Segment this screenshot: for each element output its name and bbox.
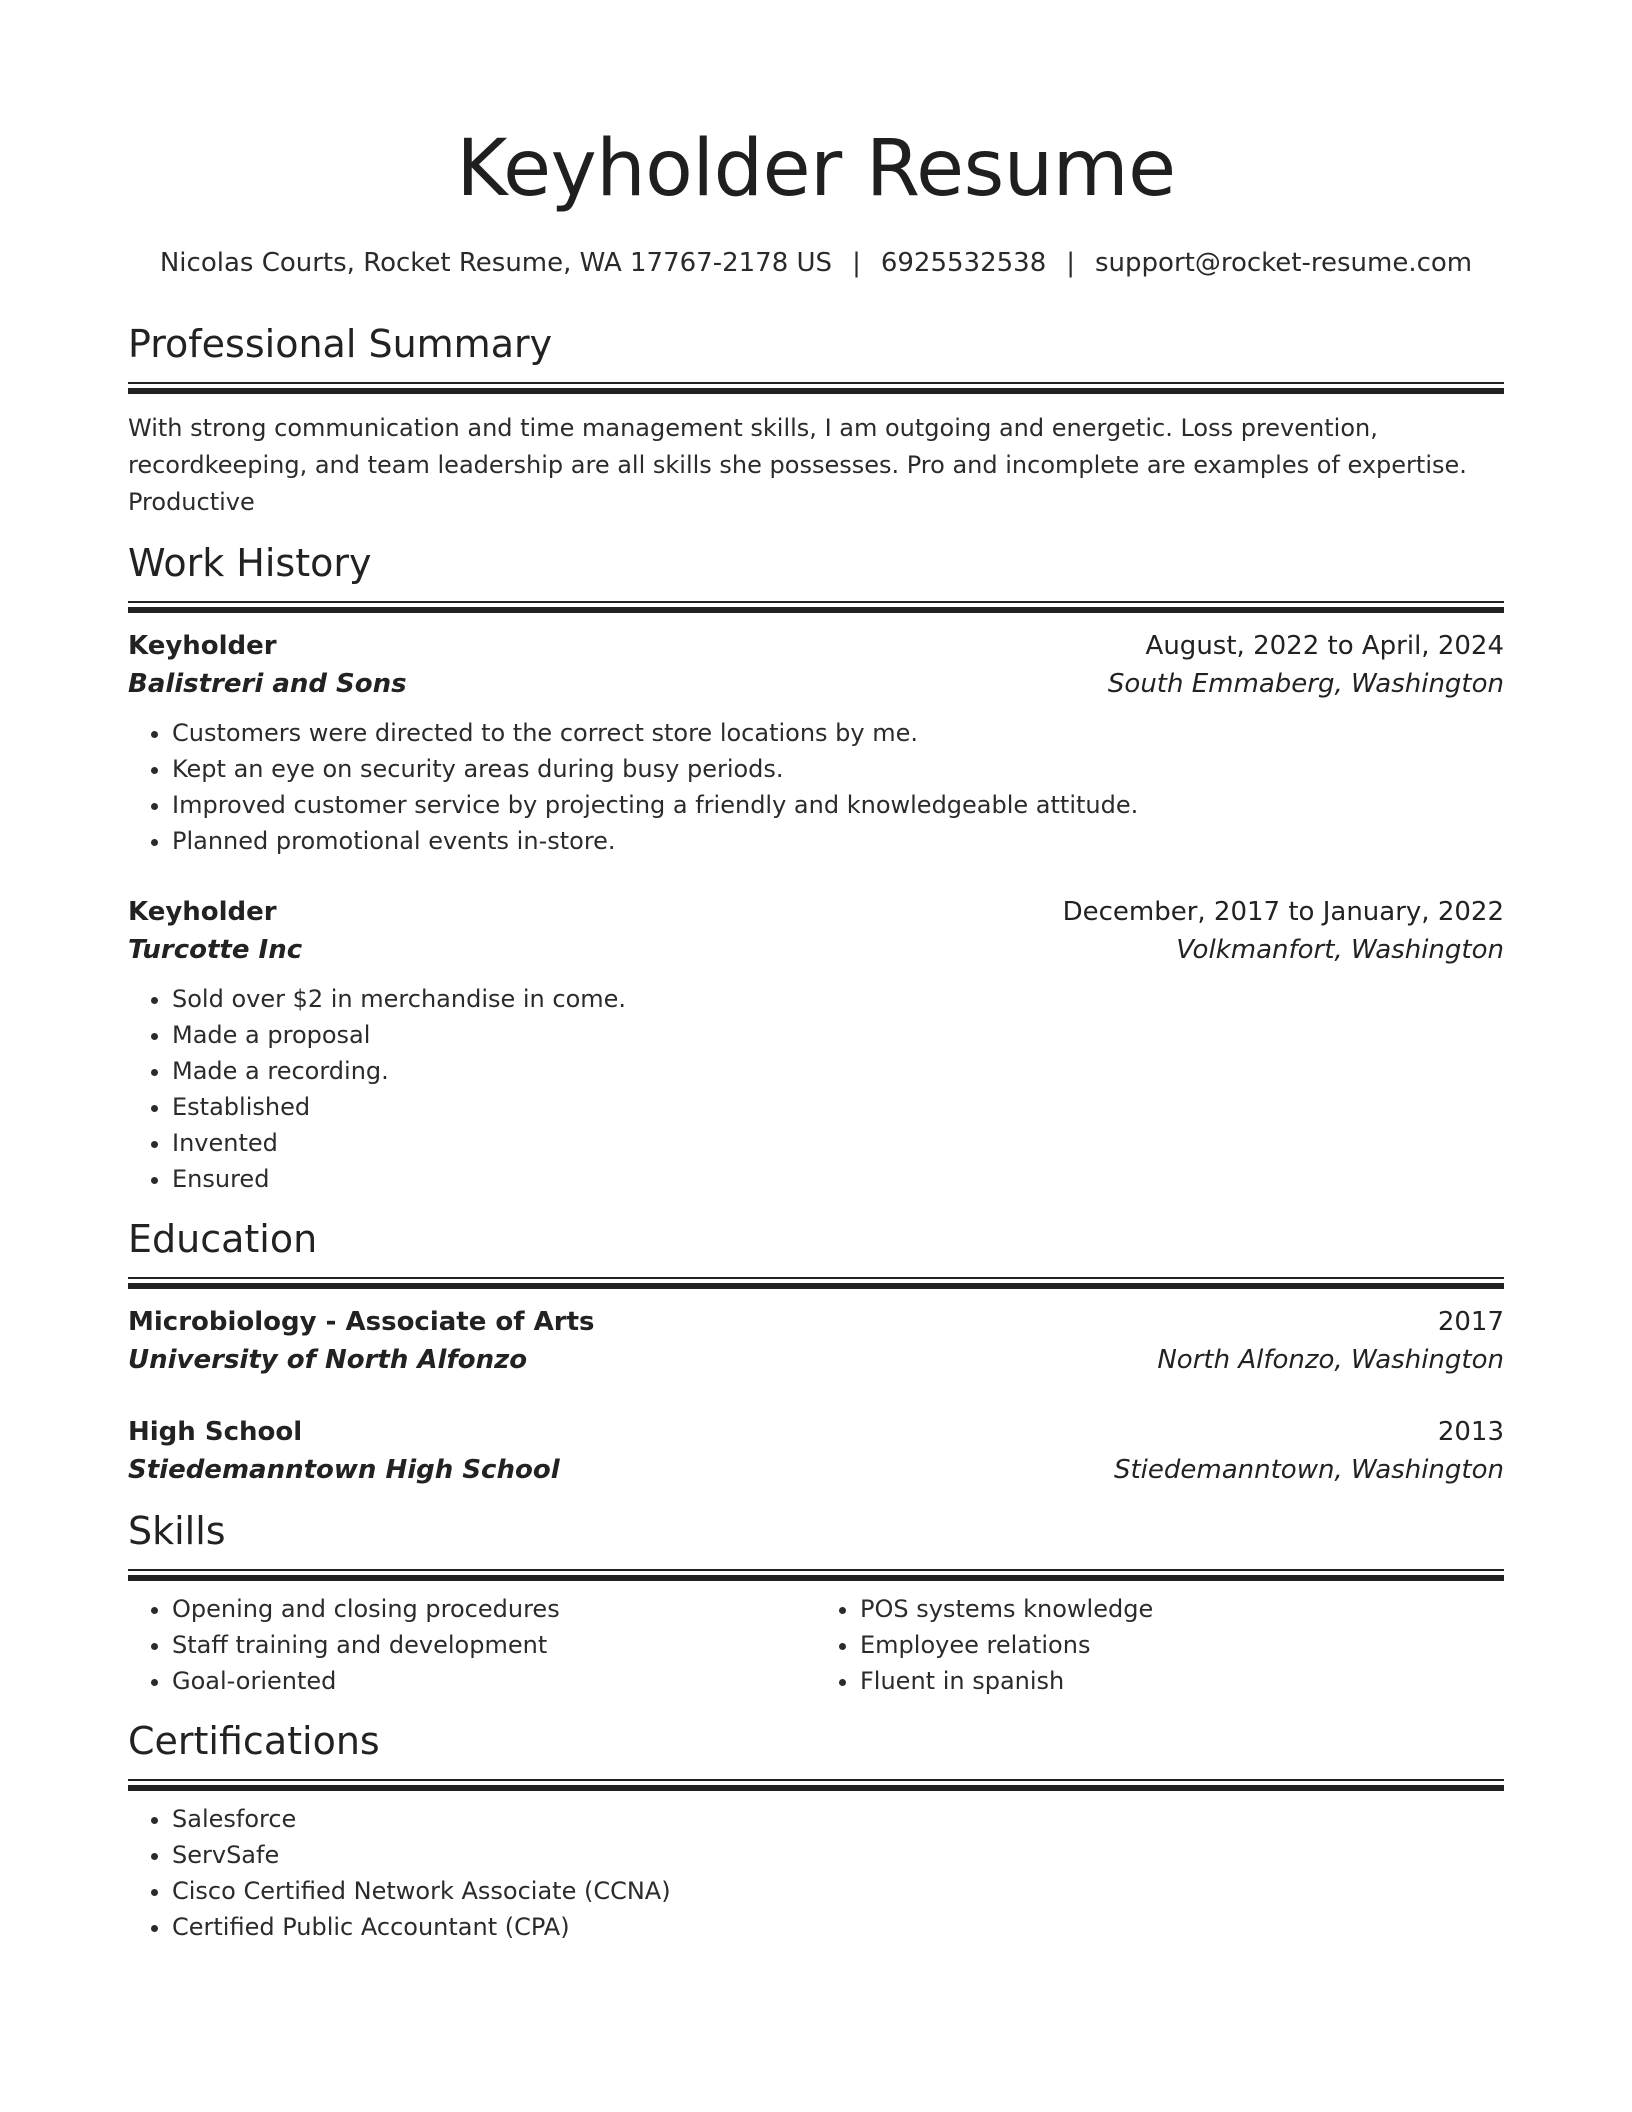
section-heading-education: Education: [128, 1217, 318, 1261]
list-item: • Kept an eye on security areas during busy periods.: [172, 751, 1504, 787]
list-item: • Employee relations: [860, 1627, 1504, 1663]
education-location: North Alfonzo, Washington: [1157, 1345, 1504, 1375]
job-location: South Emmaberg, Washington: [1107, 669, 1504, 699]
education-header-row: [128, 1413, 1504, 1451]
job-bullets: [128, 715, 1504, 859]
education-year: 2017: [1437, 1307, 1504, 1337]
list-item: • Sold over $2 in merchandise in come.: [172, 981, 1504, 1017]
section-certifications: [128, 1717, 1504, 1945]
section-divider: [128, 1779, 1504, 1789]
job-header-row: [128, 893, 1504, 931]
contact-phone: 6925532538: [880, 248, 1047, 278]
contact-address: Nicolas Courts, Rocket Resume, WA 17767-2178 US: [159, 248, 833, 278]
section-divider: [128, 382, 1504, 392]
education-degree: High School: [128, 1417, 303, 1447]
education-header-row: [128, 1303, 1504, 1341]
job-entry: [128, 627, 1504, 859]
education-location: Stiedemanntown, Washington: [1113, 1455, 1504, 1485]
skills-grid: [128, 1591, 1504, 1699]
list-item: • Staff training and development: [172, 1627, 816, 1663]
list-item: • Salesforce: [172, 1801, 1504, 1837]
list-item: • Cisco Certified Network Associate (CCNA): [172, 1873, 1504, 1909]
section-divider: [128, 1569, 1504, 1579]
list-item: • Customers were directed to the correct store locations by me.: [172, 715, 1504, 751]
job-dates: August, 2022 to April, 2024: [1145, 631, 1504, 661]
job-location: Volkmanfort, Washington: [1176, 935, 1504, 965]
job-header-row: [128, 627, 1504, 665]
resume-title: Keyholder Resume: [456, 124, 1176, 214]
list-item: • Improved customer service by projecting a friendly and knowledgeable attitude.: [172, 787, 1504, 823]
job-title: Keyholder: [128, 631, 277, 661]
list-item: • Made a recording.: [172, 1053, 1504, 1089]
job-company-row: [128, 665, 1504, 703]
education-year: 2013: [1437, 1417, 1504, 1447]
certifications-list: [128, 1801, 1504, 1945]
list-item: • Made a proposal: [172, 1017, 1504, 1053]
education-entry: [128, 1303, 1504, 1379]
list-item: • Ensured: [172, 1161, 1504, 1197]
list-item: • Opening and closing procedures: [172, 1591, 816, 1627]
job-entry: [128, 893, 1504, 1197]
list-item: • Fluent in spanish: [860, 1663, 1504, 1699]
education-degree: Microbiology - Associate of Arts: [128, 1307, 595, 1337]
section-heading-work: Work History: [128, 541, 372, 585]
summary-text: With strong communication and time management skills, I am outgoing and energetic. Loss prevention, recordkeeping, and team leadership are all skills she possesses. Pro and incomplete are examples of expertise. Productive: [128, 414, 1467, 516]
education-entry: [128, 1413, 1504, 1489]
list-item: • Invented: [172, 1125, 1504, 1161]
job-bullets: [128, 981, 1504, 1197]
job-company: Turcotte Inc: [128, 935, 303, 965]
section-skills: [128, 1507, 1504, 1699]
contact-separator: |: [1066, 248, 1076, 278]
job-title: Keyholder: [128, 897, 277, 927]
section-heading-skills: Skills: [128, 1509, 226, 1553]
education-school-row: [128, 1451, 1504, 1489]
job-dates: December, 2017 to January, 2022: [1062, 897, 1504, 927]
education-school-row: [128, 1341, 1504, 1379]
contact-email: support@rocket-resume.com: [1095, 248, 1473, 278]
section-work-history: [128, 539, 1504, 1197]
section-divider: [128, 601, 1504, 611]
list-item: • Planned promotional events in-store.: [172, 823, 1504, 859]
list-item: • Certified Public Accountant (CPA): [172, 1909, 1504, 1945]
contact-separator: |: [852, 248, 861, 278]
skills-list-right: [816, 1591, 1504, 1699]
list-item: • Goal-oriented: [172, 1663, 816, 1699]
section-summary: [128, 320, 1504, 521]
list-item: • Established: [172, 1089, 1504, 1125]
list-item: • ServSafe: [172, 1837, 1504, 1873]
section-heading-summary: Professional Summary: [128, 322, 553, 366]
job-company: Balistreri and Sons: [128, 669, 407, 699]
list-item: • POS systems knowledge: [860, 1591, 1504, 1627]
education-school: University of North Alfonzo: [128, 1345, 528, 1375]
education-school: Stiedemanntown High School: [128, 1455, 560, 1485]
section-heading-certifications: Certifications: [128, 1719, 380, 1763]
skills-list-left: [128, 1591, 816, 1699]
section-education: [128, 1215, 1504, 1489]
section-divider: [128, 1277, 1504, 1287]
job-company-row: [128, 931, 1504, 969]
contact-line: [128, 246, 1504, 280]
